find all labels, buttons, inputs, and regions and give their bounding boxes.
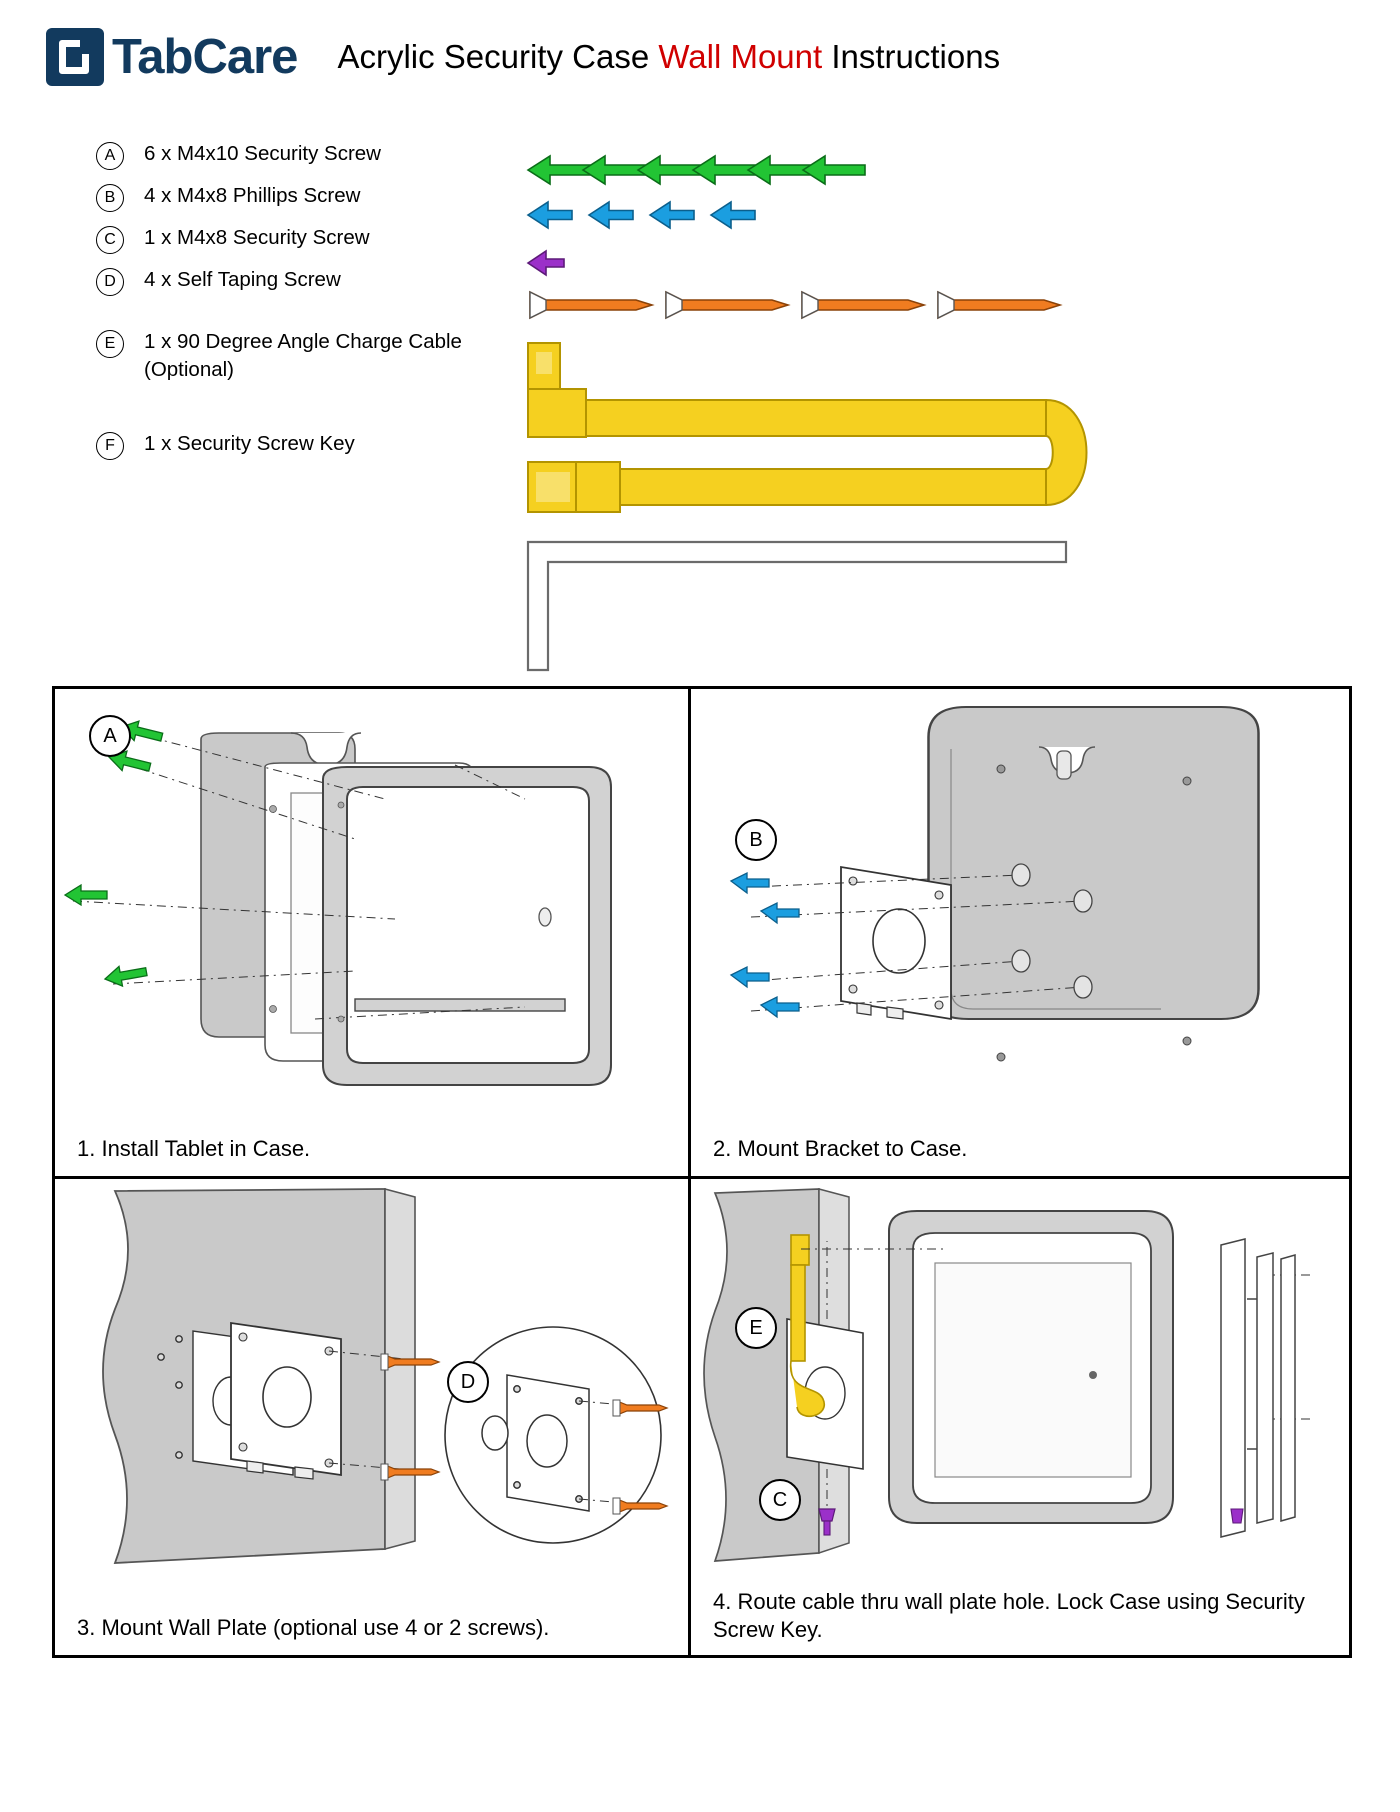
part-label-f: 1 x Security Screw Key xyxy=(144,432,355,455)
part-badge-d: D xyxy=(96,268,124,296)
part-label-a: 6 x M4x10 Security Screw xyxy=(144,142,381,165)
part-badge-e: E xyxy=(96,330,124,358)
part-row-c xyxy=(96,224,370,264)
logo-text: TabCare xyxy=(112,29,298,84)
step-badge-d: D xyxy=(447,1361,489,1403)
title-part-2: Instructions xyxy=(822,38,1001,75)
part-badge-c: C xyxy=(96,226,124,254)
step-4-illustration xyxy=(691,1179,1349,1609)
part-art-a xyxy=(528,156,865,184)
part-badge-f: F xyxy=(96,432,124,460)
part-art-d xyxy=(530,292,1060,318)
title-part-1: Acrylic Security Case xyxy=(337,38,659,75)
part-row-a xyxy=(96,140,381,180)
step-badge-b: B xyxy=(735,819,777,861)
page-title xyxy=(337,38,1000,76)
step-cell-1 xyxy=(55,689,691,1179)
part-art-e xyxy=(528,343,1087,512)
steps-grid xyxy=(52,686,1352,1658)
part-art-c xyxy=(528,251,564,275)
part-badge-b: B xyxy=(96,184,124,212)
title-accent: Wall Mount xyxy=(658,38,823,75)
part-row-d xyxy=(96,266,341,306)
step-2-caption: 2. Mount Bracket to Case. xyxy=(713,1136,968,1162)
step-3-illustration xyxy=(55,1179,691,1655)
step-1-illustration xyxy=(55,689,691,1179)
step-badge-a: A xyxy=(89,715,131,757)
step-2-illustration xyxy=(691,689,1349,1179)
step-1-caption: 1. Install Tablet in Case. xyxy=(77,1136,311,1162)
part-row-b xyxy=(96,182,360,222)
part-art-f xyxy=(528,542,1066,670)
part-row-f xyxy=(96,430,355,470)
part-badge-a: A xyxy=(96,142,124,170)
step-4-caption: 4. Route cable thru wall plate hole. Lock Case using Security Screw Key. xyxy=(713,1588,1305,1643)
part-label-c: 1 x M4x8 Security Screw xyxy=(144,226,370,249)
part-row-e xyxy=(96,328,474,383)
part-label-e: 1 x 90 Degree Angle Charge Cable (Optional) xyxy=(144,330,462,381)
step-badge-e: E xyxy=(735,1307,777,1349)
step-cell-4 xyxy=(691,1179,1349,1655)
page-header xyxy=(46,22,1356,92)
step-3-caption: 3. Mount Wall Plate (optional use 4 or 2 screws). xyxy=(77,1615,550,1641)
step-cell-2 xyxy=(691,689,1349,1179)
part-label-b: 4 x M4x8 Phillips Screw xyxy=(144,184,361,207)
part-label-d: 4 x Self Taping Screw xyxy=(144,268,341,291)
step-cell-3 xyxy=(55,1179,691,1655)
part-art-b xyxy=(528,202,755,228)
step-badge-c: C xyxy=(759,1479,801,1521)
tabcare-logo-icon xyxy=(46,28,104,86)
